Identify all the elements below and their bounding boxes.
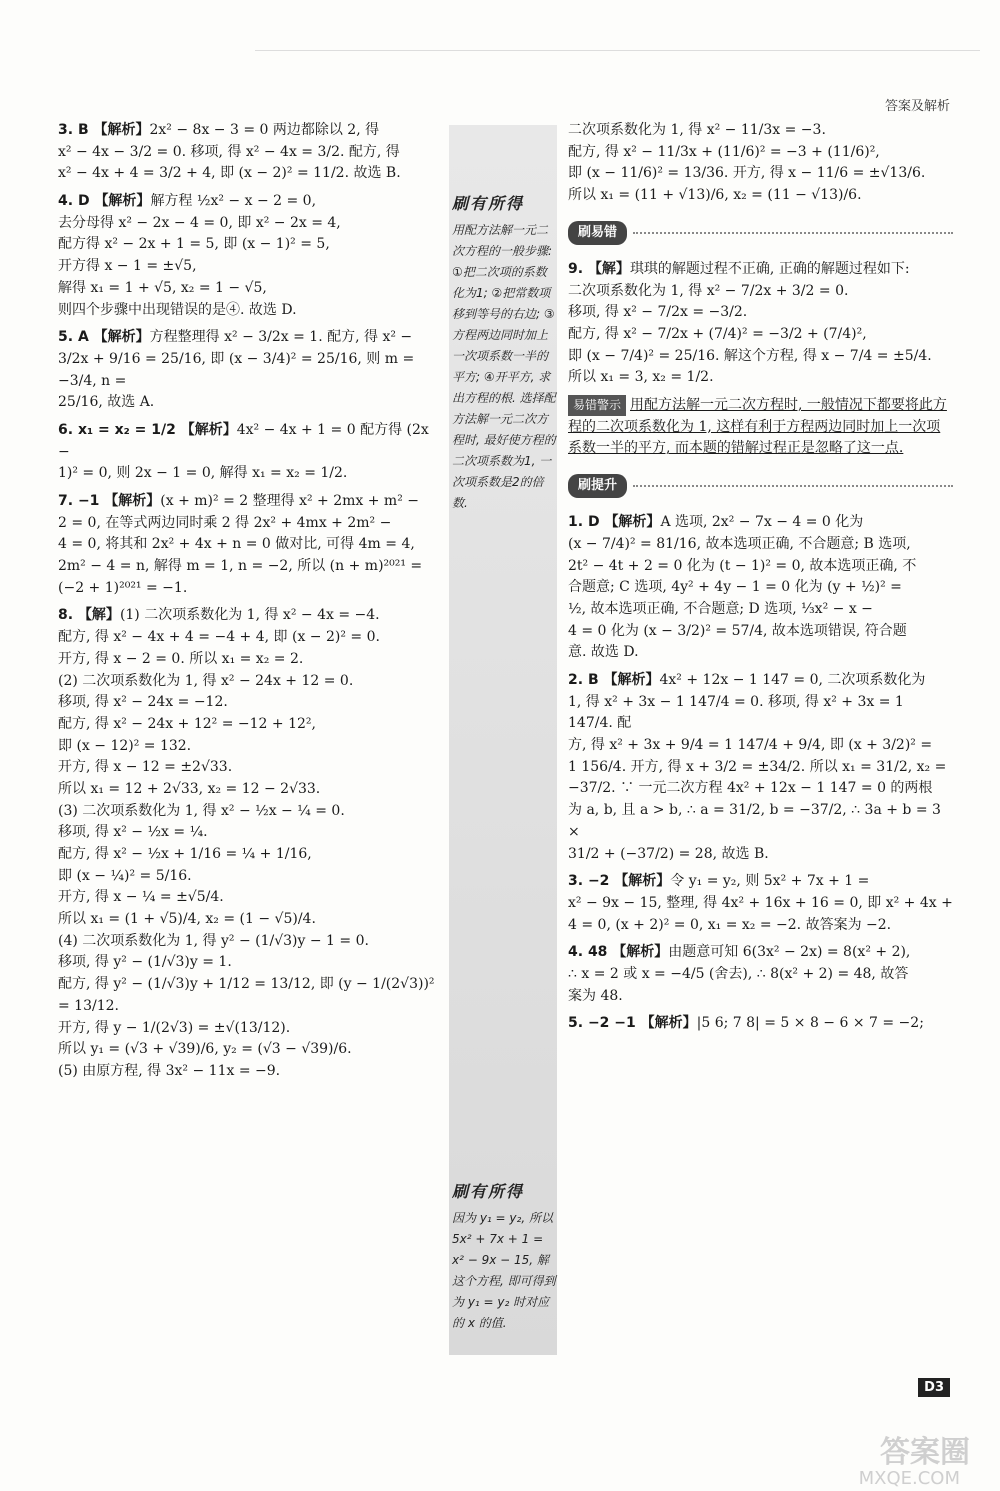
question-item [58, 491, 443, 599]
explanation-line: 2 = 0, 在等式两边同时乘 2 得 2x² + 4mx + 2m² − [58, 514, 392, 531]
explanation-line: (5) 由原方程, 得 3x² − 11x = −9. [58, 1062, 281, 1079]
explanation-line: 1, 得 x² + 3x − 1 147/4 = 0. 移项, 得 x² + 3x = 1 147/4. 配 [568, 693, 904, 732]
question-item [58, 605, 443, 1082]
explanation-line: 移项, 得 x² − 24x = −12. [58, 694, 228, 711]
sidebar-note-1 [452, 190, 556, 514]
explanation-line: x² − 4x − 3/2 = 0. 移项, 得 x² − 4x = 3/2. 配方, 得 [58, 143, 400, 160]
question-item [568, 512, 953, 664]
explanation-line: 解得 x₁ = 1 + √5, x₂ = 1 − √5, [58, 279, 267, 296]
sidebar-text-2: 因为 y₁ = y₂, 所以 5x² + 7x + 1 = x² − 9x − 15, 解这个方程, 即可得到为 y₁ = y₂ 时对应的 x 的值. [452, 1211, 556, 1330]
answer-choice: −2 −1 [587, 1015, 641, 1032]
explanation-text: 琪琪的解题过程不正确, 正确的解题过程如下: [629, 260, 910, 277]
answer-line [568, 1013, 953, 1035]
explanation-line: 所以 x₁ = (11 + √13)/6, x₂ = (11 − √13)/6. [568, 187, 862, 204]
explanation-line: 合题意; C 选项, 4y² + 4y − 1 = 0 化为 (y + ½)² = [568, 579, 902, 596]
analysis-tag: 【解析】 [180, 421, 237, 438]
question-item [568, 871, 953, 936]
sidebar-text-1: 用配方法解一元二次方程的一般步骤: ①把二次项的系数化为1; ②把常数项移到等号的右边; ③方程两边同时加上一次项系数一半的平方; ④开平方, 求出方程的根. 选择配方法解一元二次方程时, 最好使方程的二次项系数为1, 一次项系数是2的倍数. [452, 223, 556, 510]
improve-items [568, 512, 953, 1035]
answer-line [58, 491, 443, 513]
warning-badge: 易错警示 [568, 395, 626, 416]
explanation-line: (−2 + 1)²⁰²¹ = −1. [58, 579, 188, 596]
explanation-line: 移项, 得 y² − (1/√3)y = 1. [58, 954, 232, 971]
right-column [568, 120, 953, 1041]
left-column [58, 120, 443, 1089]
question-item [568, 942, 953, 1007]
explanation-line: 所以 x₁ = (1 + √5)/4, x₂ = (1 − √5)/4. [58, 911, 316, 928]
analysis-tag: 【解析】 [93, 329, 150, 346]
question-number: 3. [568, 873, 588, 890]
explanation-line: 1 156/4. 开方, 得 x + 3/2 = ±34/2. 所以 x₁ = 31/2, x₂ = [568, 758, 947, 775]
question-number: 4. [568, 944, 588, 961]
question-item [568, 670, 953, 865]
answer-line [58, 327, 443, 349]
answer-line [568, 670, 953, 692]
answer-line [568, 259, 953, 281]
answer-line [58, 420, 443, 463]
question-item [58, 420, 443, 485]
answer-line [58, 120, 443, 142]
explanation-line: 移项, 得 x² − 7/2x = −3/2. [568, 304, 748, 321]
explanation-text: 方程整理得 x² − 3/2x = 1. 配方, 得 x² − [149, 329, 413, 346]
explanation-line: x² − 4x + 4 = 3/2 + 4, 即 (x − 2)² = 11/2. 故选 B. [58, 165, 401, 182]
explanation-text: 解方程 ½x² − x − 2 = 0, [150, 193, 317, 210]
question-item [58, 191, 443, 321]
question-number: 3. [58, 122, 78, 138]
explanation-line: (4) 二次项系数化为 1, 得 y² − (1/√3)y − 1 = 0. [58, 932, 369, 949]
question-number: 7. [58, 493, 78, 509]
explanation-text: |5 6; 7 8| = 5 × 8 − 6 × 7 = −2; [696, 1015, 924, 1032]
explanation-line: 配方, 得 x² − 4x + 4 = −4 + 4, 即 (x − 2)² = 0. [58, 629, 380, 646]
explanation-line: 4 = 0 化为 (x − 3/2)² = 57/4, 故本选项错误, 符合题 [568, 622, 907, 639]
explanation-line: (x − 7/4)² = 81/16, 故本选项正确, 不合题意; B 选项, [568, 535, 911, 552]
explanation-line: 则四个步骤中出现错误的是④. 故选 D. [58, 301, 297, 318]
explanation-line: 二次项系数化为 1, 得 x² − 11/3x = −3. [568, 122, 826, 138]
explanation-line: x² − 9x − 15, 整理, 得 4x² + 16x + 16 = 0, 即 x² + 4x + [568, 894, 953, 911]
watermark-logo: 答案圈 [880, 1435, 970, 1470]
explanation-text: (1) 二次项系数化为 1, 得 x² − 4x = −4. [119, 607, 380, 624]
explanation-line: 所以 y₁ = (√3 + √39)/6, y₂ = (√3 − √39)/6. [58, 1041, 352, 1058]
answer-line [568, 512, 953, 534]
warning-note [568, 395, 953, 460]
question-9-body [568, 259, 953, 389]
answer-choice: 48 [587, 944, 613, 961]
analysis-tag: 【解析】 [604, 514, 661, 531]
analysis-tag: 【解析】 [93, 122, 150, 138]
question-number: 5. [568, 1015, 588, 1032]
explanation-line: 1)² = 0, 则 2x − 1 = 0, 解得 x₁ = x₂ = 1/2. [58, 465, 348, 482]
explanation-line: 所以 x₁ = 3, x₂ = 1/2. [568, 369, 714, 386]
explanation-line: 方, 得 x² + 3x + 9/4 = 1 147/4 + 9/4, 即 (x + 3/2)² = [568, 737, 933, 754]
page-header: 答案及解析 [884, 99, 950, 114]
question-number: 1. [568, 514, 588, 531]
explanation-line: 开方, 得 x − ¼ = ±√5/4. [58, 889, 224, 906]
warning-text: 用配方法解一元二次方程时, 一般情况下都要将此方程的二次项系数化为 1, 这样有利于方程两边同时加上一次项系数一半的平方, 而本题的错解过程正是忽略了这一点. [568, 397, 947, 457]
section-header-improve [568, 468, 953, 504]
page-number: D3 [918, 1378, 950, 1397]
explanation-line: 31/2 + (−37/2) = 28, 故选 B. [568, 845, 769, 862]
section-divider [633, 232, 953, 234]
answer-choice: D [77, 193, 95, 210]
answer-line [58, 191, 443, 213]
question-item [58, 120, 443, 185]
explanation-line: 即 (x − 11/6)² = 13/36. 开方, 得 x − 11/6 = ±√13/6. [568, 165, 926, 182]
explanation-line: 案为 48. [568, 987, 623, 1004]
explanation-line: 配方, 得 x² − 7/2x + (7/4)² = −3/2 + (7/4)², [568, 325, 867, 342]
explanation-line: 移项, 得 x² − ½x = ¼. [58, 824, 208, 841]
answer-choice: B [587, 672, 604, 689]
explanation-line: 配方, 得 y² − (1/√3)y + 1/12 = 13/12, 即 (y − 1/(2√3))² = 13/12. [58, 976, 435, 1014]
section-badge-errors: 刷易错 [568, 221, 627, 245]
answer-line [58, 605, 443, 627]
explanation-line: 所以 x₁ = 12 + 2√33, x₂ = 12 − 2√33. [58, 780, 321, 797]
answer-choice: A [77, 329, 94, 346]
explanation-line: 3/2x + 9/16 = 25/16, 即 (x − 3/4)² = 25/16, 则 m = −3/4, n = [58, 350, 415, 389]
analysis-tag: 【解】 [77, 607, 120, 624]
explanation-line: (3) 二次项系数化为 1, 得 x² − ½x − ¼ = 0. [58, 802, 345, 819]
explanation-line: 二次项系数化为 1, 得 x² − 7/2x + 3/2 = 0. [568, 282, 849, 299]
watermark-url: MXQE.COM [858, 1468, 960, 1489]
answer-line [568, 871, 953, 893]
question-number: 4. [58, 193, 78, 210]
explanation-text: 2x² − 8x − 3 = 0 两边都除以 2, 得 [149, 122, 380, 138]
question-number: 8. [58, 607, 78, 624]
answer-choice: x₁ = x₂ = 1/2 [77, 421, 181, 438]
explanation-text: A 选项, 2x² − 7x − 4 = 0 化为 [660, 514, 864, 531]
question-9 [568, 259, 953, 389]
question-number: 2. [568, 672, 588, 689]
answer-choice: −2 [587, 873, 615, 890]
explanation-text: 令 y₁ = y₂, 则 5x² + 7x + 1 = [670, 873, 870, 890]
section-header-errors [568, 215, 953, 251]
question-item [58, 327, 443, 414]
question-number: 5. [58, 329, 78, 346]
explanation-line: 配方, 得 x² − 11/3x + (11/6)² = −3 + (11/6)², [568, 143, 880, 160]
analysis-tag: 【解】 [587, 260, 630, 277]
question-number: 9. [568, 260, 588, 277]
explanation-line: 25/16, 故选 A. [58, 394, 155, 411]
header-rule [255, 50, 980, 51]
answer-line [568, 942, 953, 964]
continuation-block [568, 120, 953, 207]
analysis-tag: 【解析】 [104, 493, 161, 509]
explanation-line: −37/2. ∵ 一元二次方程 4x² + 12x − 1 147 = 0 的两根 [568, 780, 933, 797]
explanation-line: (2) 二次项系数化为 1, 得 x² − 24x + 12 = 0. [58, 672, 354, 689]
explanation-line: 即 (x − 12)² = 132. [58, 737, 192, 754]
analysis-tag: 【解析】 [640, 1015, 697, 1032]
explanation-line: 开方, 得 x − 12 = ±2√33. [58, 759, 233, 776]
explanation-line: ∴ x = 2 或 x = −4/5 (舍去), ∴ 8(x² + 2) = 48, 故答 [568, 965, 909, 982]
explanation-text: 4x² + 12x − 1 147 = 0, 二次项系数化为 [659, 672, 926, 689]
analysis-tag: 【解析】 [94, 193, 151, 210]
explanation-line: 2m² − 4 = n, 解得 m = 1, n = −2, 所以 (n + m)²⁰²¹ = [58, 558, 423, 575]
explanation-line: 配方得 x² − 2x + 1 = 5, 即 (x − 1)² = 5, [58, 236, 330, 253]
analysis-tag: 【解析】 [614, 873, 671, 890]
explanation-text: (x + m)² = 2 整理得 x² + 2mx + m² − [160, 493, 419, 509]
explanation-line: 去分母得 x² − 2x − 4 = 0, 即 x² − 2x = 4, [58, 214, 341, 231]
explanation-line: 开方, 得 x − 2 = 0. 所以 x₁ = x₂ = 2. [58, 650, 304, 667]
answer-choice: D [587, 514, 605, 531]
explanation-line: 开方, 得 y − 1/(2√3) = ±√(13/12). [58, 1019, 291, 1036]
sidebar-note-2 [452, 1178, 556, 1334]
explanation-line: 配方, 得 x² − 24x + 12² = −12 + 12², [58, 715, 316, 732]
explanation-line: 为 a, b, 且 a > b, ∴ a = 31/2, b = −37/2, ∴ 3a + b = 3 × [568, 802, 941, 840]
explanation-line: 4 = 0, 将其和 2x² + 4x + n = 0 做对比, 可得 4m = 4, [58, 536, 415, 553]
analysis-tag: 【解析】 [603, 672, 660, 689]
explanation-line: 即 (x − 7/4)² = 25/16. 解这个方程, 得 x − 7/4 = ±5/4. [568, 347, 932, 364]
explanation-line: 配方, 得 x² − ½x + 1/16 = ¼ + 1/16, [58, 846, 312, 862]
explanation-line: 开方得 x − 1 = ±√5, [58, 258, 197, 275]
sidebar-title-1: 刷有所得 [452, 194, 525, 213]
section-badge-improve: 刷提升 [568, 474, 627, 498]
explanation-line: 4 = 0, (x + 2)² = 0, x₁ = x₂ = −2. 故答案为 −2. [568, 916, 892, 933]
explanation-line: 即 (x − ¼)² = 5/16. [58, 867, 192, 884]
question-number: 6. [58, 421, 78, 438]
explanation-line: ½, 故本选项正确, 不合题意; D 选项, ⅓x² − x − [568, 600, 873, 617]
answer-choice: −1 [77, 493, 105, 509]
sidebar-title-2: 刷有所得 [452, 1182, 525, 1201]
question-item [568, 1013, 953, 1035]
answer-choice: B [77, 122, 94, 138]
explanation-line: 意. 故选 D. [568, 644, 639, 661]
section-divider [633, 485, 953, 487]
explanation-line: 2t² − 4t + 2 = 0 化为 (t − 1)² = 0, 故本选项正确, 不 [568, 557, 917, 574]
analysis-tag: 【解析】 [612, 944, 669, 961]
explanation-text: 4x² − 4x + 1 = 0 配方得 (2x − [58, 421, 429, 460]
explanation-text: 由题意可知 6(3x² − 2x) = 8(x² + 2), [668, 944, 911, 961]
